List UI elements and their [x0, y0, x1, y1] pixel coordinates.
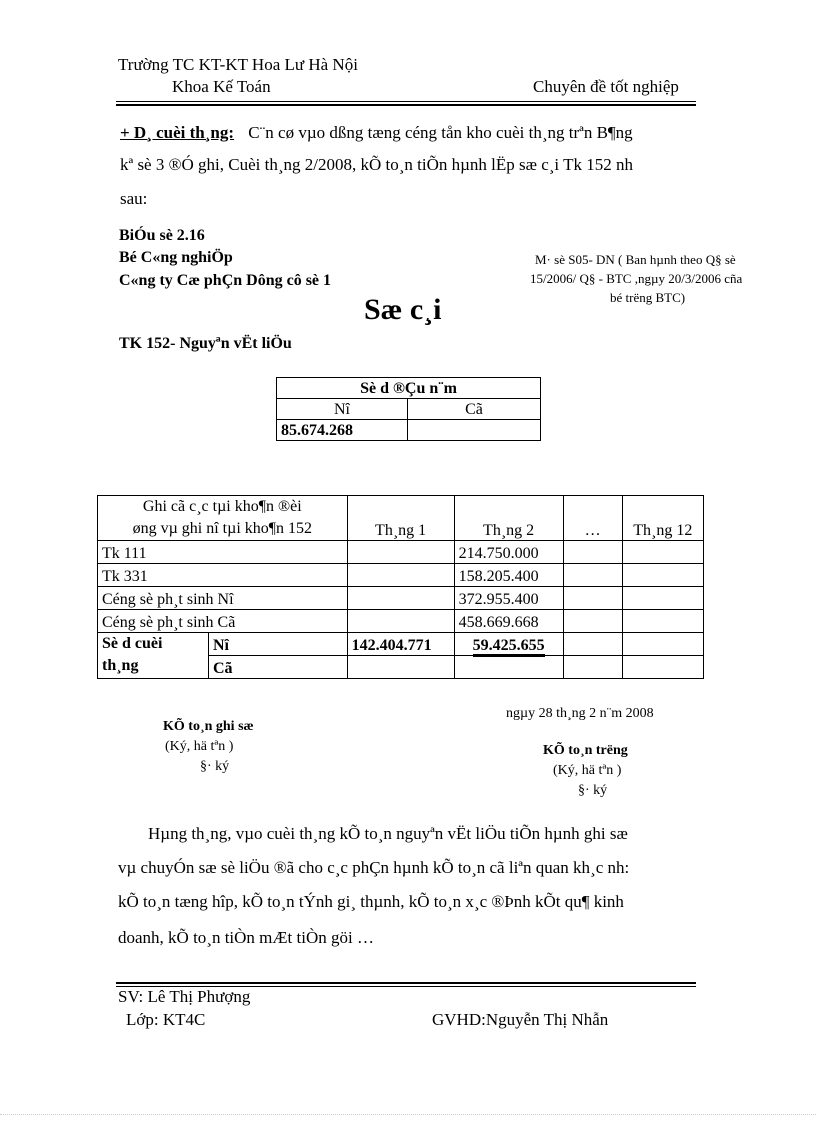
- row-t1: [347, 610, 454, 633]
- template-line-1: M· sè S05- DN ( Ban hµnh theo Q§ sè: [535, 252, 736, 267]
- row-t2: 372.955.400: [454, 587, 563, 610]
- col-month-2: Th¸ng 2: [454, 496, 563, 541]
- row-dots: [563, 564, 622, 587]
- col-month-12: Th¸ng 12: [622, 496, 703, 541]
- left-signer-title: KÕ to¸n ghi sæ: [163, 719, 254, 734]
- opening-no-label: Nî: [277, 399, 408, 420]
- end-co-t2: [454, 656, 563, 679]
- end-no-t1: 142.404.771: [347, 633, 454, 656]
- document-type: Chuyên đề tốt nghiệp: [533, 77, 679, 96]
- intro-line-3: sau:: [120, 189, 148, 208]
- end-no-label: Nî: [209, 633, 348, 656]
- col-month-1: Th¸ng 1: [347, 496, 454, 541]
- opening-co-value: [408, 420, 541, 441]
- row-t2: 214.750.000: [454, 541, 563, 564]
- table-row: [98, 587, 704, 610]
- template-line-3: bé trëng BTC): [610, 290, 686, 305]
- footer-rule-thick: [116, 982, 696, 984]
- end-no-t2: 59.425.655: [473, 637, 545, 657]
- row-t1: [347, 587, 454, 610]
- header-rule-thick: [116, 104, 696, 106]
- row-t12: [622, 610, 703, 633]
- faculty-name: Khoa Kế Toán: [172, 77, 271, 96]
- row-dots: [563, 587, 622, 610]
- school-name: Trường TC KT-KT Hoa Lư Hà Nội: [118, 55, 358, 74]
- end-no-t12: [622, 633, 703, 656]
- end-balance-label: [98, 633, 209, 679]
- right-signed: §· ký: [578, 783, 608, 798]
- end-co-dots: [563, 656, 622, 679]
- row-t12: [622, 564, 703, 587]
- footer-class: Lớp: KT4C: [126, 1010, 206, 1029]
- row-t1: [347, 564, 454, 587]
- opening-co-label: Cã: [408, 399, 541, 420]
- row-label: Céng sè ph¸t sinh Nî: [98, 587, 348, 610]
- ledger-head-account: [98, 496, 348, 541]
- end-balance-label-1: Sè d cuèi: [102, 635, 163, 652]
- signature-date: ngµy 28 th¸ng 2 n¨m 2008: [506, 706, 654, 721]
- table-row: [98, 633, 704, 656]
- ledger-head-line-2: øng vµ ghi nî tµi kho¶n 152: [132, 520, 313, 537]
- row-t2: 458.669.668: [454, 610, 563, 633]
- opening-balance-header: Sè d ®Çu n¨m: [277, 378, 541, 399]
- row-dots: [563, 610, 622, 633]
- row-t2: 158.205.400: [454, 564, 563, 587]
- intro-label: + D¸ cuèi th¸ng:: [120, 123, 235, 142]
- body-line-1: Hµng th¸ng, vµo cuèi th¸ng kÕ to¸n nguyªn vËt liÖu tiÕn hµnh ghi sæ: [148, 824, 628, 843]
- footer-advisor: GVHD:Nguyễn Thị Nhẫn: [432, 1010, 609, 1029]
- row-t12: [622, 587, 703, 610]
- intro-line-1: [120, 123, 633, 143]
- page-bottom-edge: [0, 1114, 816, 1115]
- body-line-3: kÕ to¸n tæng hîp, kÕ to¸n tÝnh gi¸ thµnh, kÕ to¸n x¸c ®Þnh kÕt qu¶ kinh: [118, 892, 624, 911]
- row-label: Tk 331: [98, 564, 348, 587]
- ledger-head-line-1: Ghi cã c¸c tµi kho¶n ®èi: [142, 498, 302, 515]
- row-t12: [622, 541, 703, 564]
- table-row: [98, 541, 704, 564]
- header-rule: [116, 101, 696, 102]
- end-co-t12: [622, 656, 703, 679]
- end-no-dots: [563, 633, 622, 656]
- footer-student: SV: Lê Thị Phượng: [118, 987, 251, 1006]
- intro-line-2: kª sè 3 ®Ó ghi, Cuèi th¸ng 2/2008, kÕ to¸n tiÕn hµnh lËp sæ c¸i Tk 152 nh: [120, 155, 633, 174]
- opening-no-value: 85.674.268: [277, 420, 408, 441]
- bieu-number: BiÓu sè 2.16: [119, 227, 205, 244]
- left-signer-note: (Ký, hä tªn ): [165, 739, 234, 754]
- template-line-2: 15/2006/ Q§ - BTC ,ngµy 20/3/2006 cña: [530, 271, 743, 286]
- end-balance-label-2: th¸ng: [102, 657, 139, 674]
- intro-line-1-text: C¨n cø vµo dßng tæng céng tån kho cuèi th¸ng trªn B¶ng: [248, 123, 633, 142]
- right-signer-note: (Ký, hä tªn ): [553, 763, 622, 778]
- ledger-title: Sæ c¸i: [364, 293, 442, 326]
- body-line-4: doanh, kÕ to¸n tiÒn mÆt tiÒn göi …: [118, 928, 374, 947]
- row-t1: [347, 541, 454, 564]
- org-ministry: Bé C«ng nghiÖp: [119, 249, 233, 266]
- body-line-2: vµ chuyÓn sæ sè liÖu ®ã cho c¸c phÇn hµnh kÕ to¸n cã liªn quan kh¸c nh:: [118, 858, 630, 877]
- end-co-label: Cã: [209, 656, 348, 679]
- opening-balance-table: [276, 377, 541, 441]
- table-row: [98, 610, 704, 633]
- row-dots: [563, 541, 622, 564]
- left-signed: §· ký: [200, 759, 230, 774]
- row-label: Céng sè ph¸t sinh Cã: [98, 610, 348, 633]
- end-co-t1: [347, 656, 454, 679]
- end-no-t2-cell: [454, 633, 563, 656]
- org-company: C«ng ty Cæ phÇn Dông cô sè 1: [119, 272, 332, 289]
- ledger-table: [97, 495, 704, 679]
- row-label: Tk 111: [98, 541, 348, 564]
- account-name: TK 152- Nguyªn vËt liÖu: [119, 335, 292, 352]
- col-ellipsis: …: [563, 496, 622, 541]
- right-signer-title: KÕ to¸n trëng: [543, 743, 628, 758]
- table-row: [98, 564, 704, 587]
